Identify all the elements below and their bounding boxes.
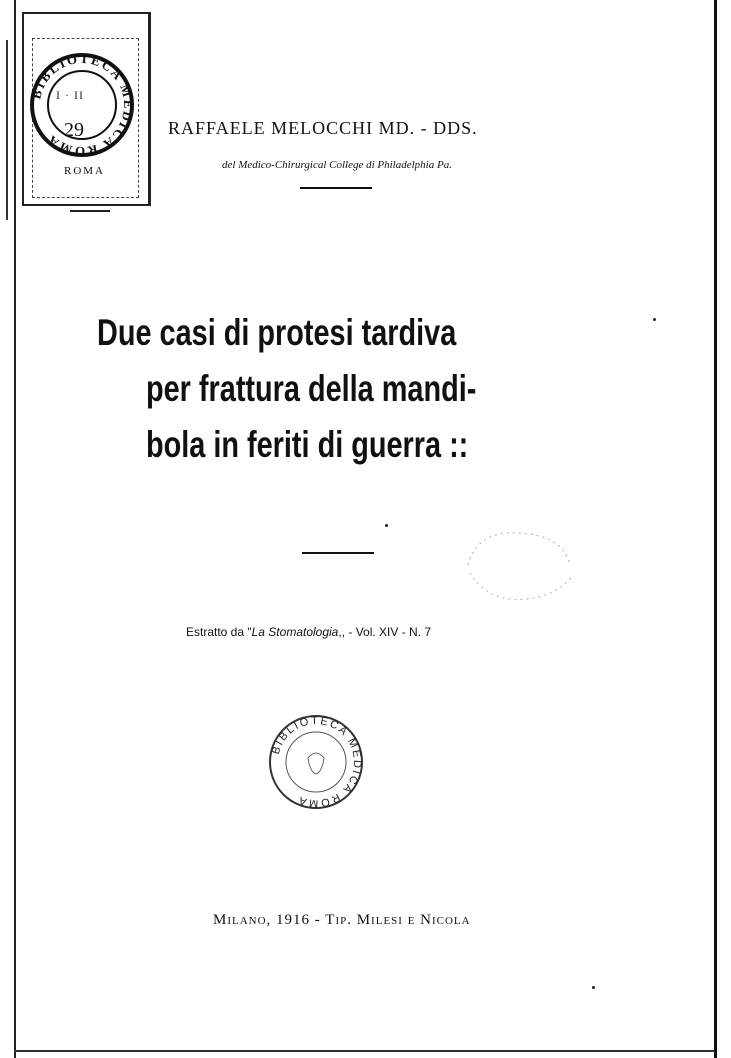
- page-edge-bottom: [14, 1050, 714, 1052]
- separator-rule-middle: [302, 552, 374, 554]
- offprint-note: [186, 625, 431, 639]
- faint-stamp-trace: [458, 525, 578, 605]
- offprint-prefix: Estratto da ": [186, 625, 252, 639]
- journal-name: La Stomatologia: [251, 625, 339, 639]
- imprint-line: Milano, 1916 - Tip. Milesi e Nicola: [213, 912, 471, 928]
- svg-text:BIBLIOTECA MEDICA ROMA: BIBLIOTECA MEDICA ROMA: [28, 50, 137, 160]
- page-edge-right: [714, 0, 717, 1058]
- label-city: ROMA: [64, 165, 106, 177]
- offprint-volume: ,, - Vol. XIV - N. 7: [338, 625, 432, 639]
- paper-speck: [385, 524, 388, 527]
- label-underline: [70, 210, 110, 212]
- library-seal-stamp: [27, 50, 137, 160]
- label-number: 29: [64, 119, 84, 141]
- title-line-2: per frattura della mandi-: [146, 368, 477, 409]
- author-line: RAFFAELE MELOCCHI MD. - DDS.: [168, 118, 478, 138]
- title-line-3: bola in feriti di guerra ::: [146, 424, 469, 465]
- svg-text:BIBLIOTECA MEDICA ROMA: BIBLIOTECA MEDICA ROMA: [269, 714, 364, 810]
- separator-rule: [300, 187, 372, 189]
- label-code: I · II: [56, 88, 84, 102]
- library-round-stamp: [266, 712, 366, 812]
- paper-speck: [653, 318, 656, 321]
- page-edge-left: [14, 0, 16, 1058]
- affiliation-line: del Medico-Chirurgical College di Philadelphia Pa.: [222, 159, 452, 171]
- page-edge-binding: [6, 40, 8, 220]
- paper-speck: [592, 986, 595, 989]
- title-line-1: Due casi di protesi tardiva: [97, 312, 457, 353]
